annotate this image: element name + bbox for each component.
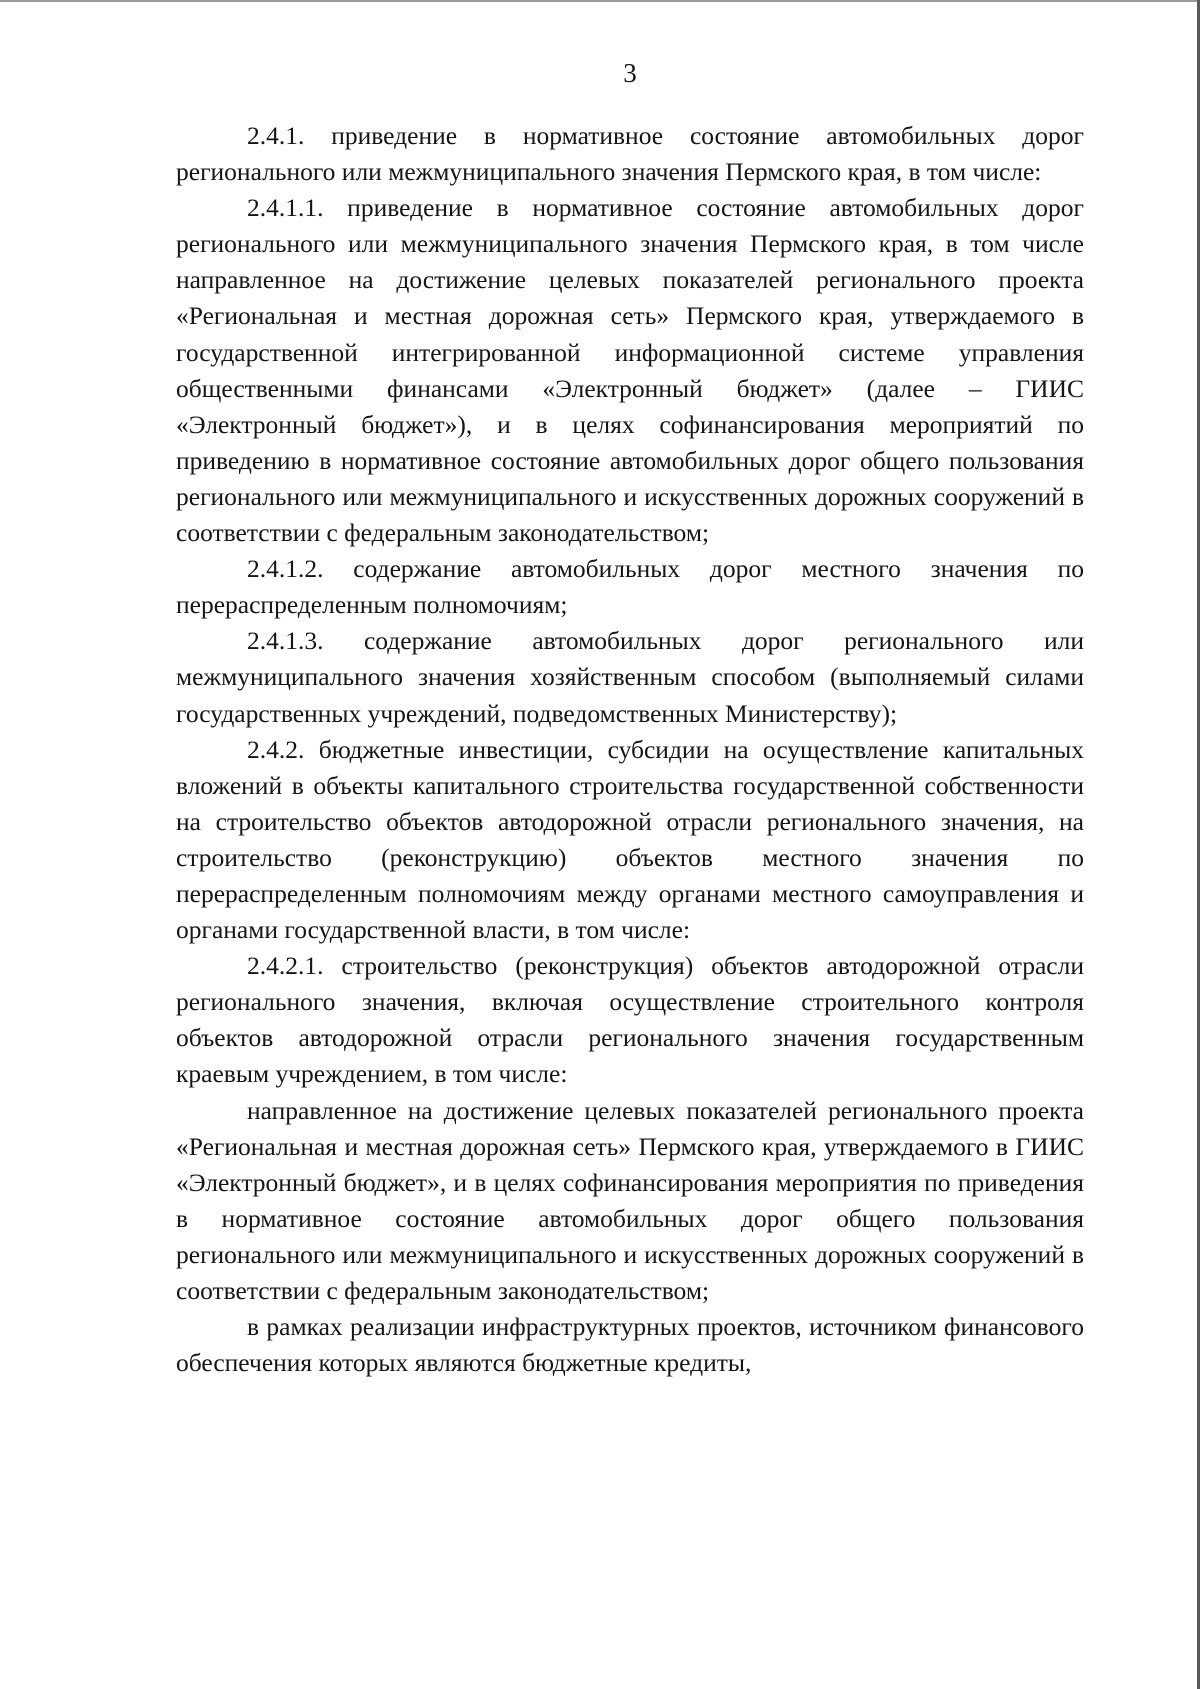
paragraph-infrastructure: в рамках реализации инфраструктурных проектов, источником финансового обеспечения которых являются бюджетные кредиты,: [176, 1312, 1084, 1378]
paragraph-2-4-1-3: 2.4.1.3. содержание автомобильных дорог регионального или межмуниципального значения хозяйственным способом (выполняемый силами государственных учреждений, подведомственных Министерству);: [176, 626, 1084, 728]
paragraph-2-4-1-1: 2.4.1.1. приведение в нормативное состояние автомобильных дорог регионального или межмуниципального значения Пермского края, в том числе направленное на достижение целевых показателей регионального проекта «Региональная и местная дорожная сеть» Пермского края, утверждаемого в государственной интегрированной информационной системе управления общественными финансами «Электронный бюджет» (далее – ГИИС «Электронный бюджет»), и в целях софинансирования мероприятий по приведению в нормативное состояние автомобильных дорог общего пользования регионального или межмуниципального и искусственных дорожных сооружений в соответствии с федеральным законодательством;: [176, 193, 1084, 548]
paragraph-2-4-1-2: 2.4.1.2. содержание автомобильных дорог местного значения по перераспределенным полномочиям;: [176, 554, 1084, 620]
scan-top-edge: [0, 0, 1200, 2]
paragraph-directed: направленное на достижение целевых показателей регионального проекта «Региональная и местная дорожная сеть» Пермского края, утверждаемого в ГИИС «Электронный бюджет», и в целях софинансирования мероприятия по приведения в нормативное состояние автомобильных дорог общего пользования регионального или межмуниципального и искусственных дорожных сооружений в соответствии с федеральным законодательством;: [176, 1095, 1084, 1305]
document-body: [176, 118, 1084, 1381]
paragraph-2-4-2-1: 2.4.2.1. строительство (реконструкция) объектов автодорожной отрасли регионального значения, включая осуществление строительного контроля объектов автодорожной отрасли регионального значения государственным краевым учреждением, в том числе:: [176, 951, 1084, 1089]
paragraph-2-4-1: 2.4.1. приведение в нормативное состояние автомобильных дорог регионального или межмуниципального значения Пермского края, в том числе:: [176, 121, 1084, 187]
paragraph-2-4-2: 2.4.2. бюджетные инвестиции, субсидии на осуществление капитальных вложений в объекты капитального строительства государственной собственности на строительство объектов автодорожной отрасли регионального значения, на строительство (реконструкцию) объектов местного значения по перераспределенным полномочиям между органами местного самоуправления и органами государственной власти, в том числе:: [176, 734, 1084, 945]
page-number: 3: [623, 58, 637, 88]
